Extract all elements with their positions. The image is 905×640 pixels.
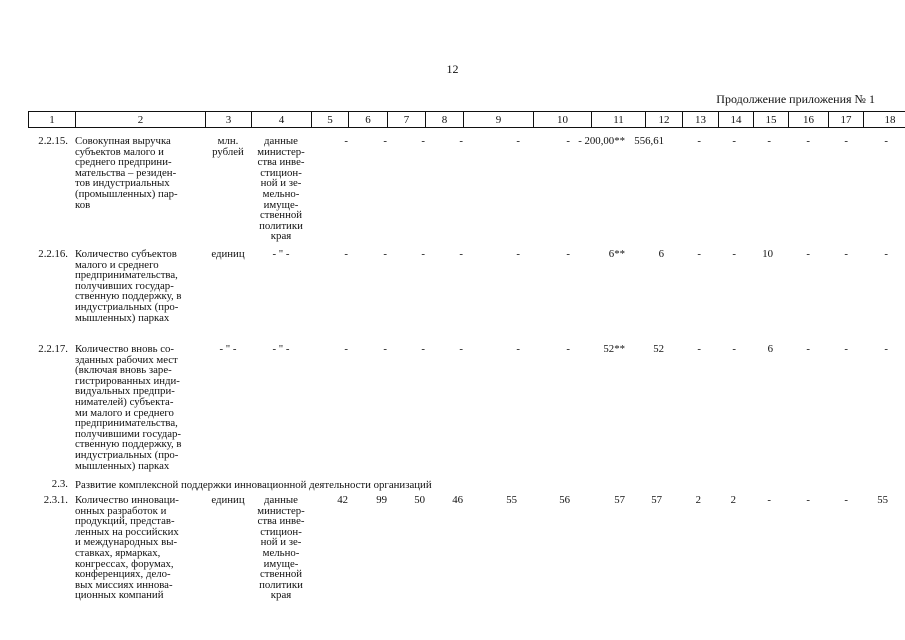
value-cell: - (383, 343, 387, 355)
value-cell: - (844, 248, 848, 260)
value-cell: - (884, 248, 888, 260)
value-cell: - (566, 343, 570, 355)
value-cell: 52 (653, 343, 664, 355)
section-code: 2.3. (51, 478, 68, 490)
value-cell: 10 (762, 248, 773, 260)
value-cell: - (421, 343, 425, 355)
value-cell: 52** (603, 343, 625, 355)
row-source: - " - (272, 343, 290, 355)
col-header: 18 (864, 112, 905, 128)
value-cell: - (459, 343, 463, 355)
value-cell: - (806, 494, 810, 506)
value-cell: - (844, 494, 848, 506)
value-cell: 57 (651, 494, 662, 506)
col-header: 13 (683, 112, 719, 128)
value-cell: - (697, 343, 701, 355)
value-cell: - (566, 248, 570, 260)
col-header: 9 (464, 112, 534, 128)
value-cell: - (421, 248, 425, 260)
col-header: 12 (646, 112, 683, 128)
col-header: 4 (252, 112, 312, 128)
column-number-header (28, 111, 905, 128)
row-code: 2.3.1. (43, 494, 68, 506)
value-cell: - (516, 135, 520, 147)
value-cell: - (344, 135, 348, 147)
value-cell: 57 (614, 494, 625, 506)
value-cell: - (516, 343, 520, 355)
row-code: 2.2.17. (38, 343, 68, 355)
row-description: Количество инноваци- онных разработок и продукций, представ- ленных на российских и международных вы- ставках, ярмарках, конгрессах, форумах, конференциях, дело- вых миссиях иннова- ционных компаний (75, 494, 179, 602)
row-unit: единиц (211, 494, 245, 506)
value-cell: - (732, 343, 736, 355)
value-cell: 6 (658, 248, 664, 260)
value-cell: 2 (730, 494, 736, 506)
col-header: 3 (206, 112, 252, 128)
value-cell: - (566, 135, 570, 147)
value-cell: - (459, 248, 463, 260)
row-description: Количество субъектов малого и среднего предпринимательства, получивших государ- ственную поддержку, в индустриальных (про- мышленных) парках (75, 248, 182, 324)
value-cell: - (844, 135, 848, 147)
col-header: 7 (388, 112, 426, 128)
col-header: 17 (829, 112, 864, 128)
row-description: Совокупная выручка субъектов малого и среднего предприни- мательства – резиден- тов индустриальных (промышленных) пар- ков (75, 135, 178, 211)
row-code: 2.2.16. (38, 248, 68, 260)
value-cell: - (844, 343, 848, 355)
value-cell: 6 (767, 343, 773, 355)
row-source: данные министер- ства инве- стицион- ной и зе- мельно- имуще- ственной политики края (257, 494, 305, 602)
value-cell: - (459, 135, 463, 147)
col-header: 10 (534, 112, 592, 128)
value-cell: - (344, 343, 348, 355)
value-cell: - (767, 135, 771, 147)
value-cell: 55 (877, 494, 888, 506)
col-header: 16 (789, 112, 829, 128)
section-title: Развитие комплексной поддержки инновационной деятельности организаций (75, 479, 432, 491)
row-source: данные министер- ства инве- стицион- ной и зе- мельно- имуще- ственной политики края (257, 135, 305, 243)
appendix-label: Продолжение приложения № 1 (716, 92, 875, 106)
value-cell: - (806, 135, 810, 147)
value-cell: - (344, 248, 348, 260)
col-header: 2 (76, 112, 206, 128)
value-cell: - (806, 343, 810, 355)
value-cell: - (383, 135, 387, 147)
value-cell: - (884, 135, 888, 147)
value-cell: - (697, 135, 701, 147)
value-cell: - (806, 248, 810, 260)
value-cell: - (383, 248, 387, 260)
value-cell: - (697, 248, 701, 260)
col-header: 6 (349, 112, 388, 128)
row-unit: единиц (211, 248, 245, 260)
col-header: 15 (754, 112, 789, 128)
value-cell: - 200,00** (578, 135, 625, 147)
col-header: 11 (592, 112, 646, 128)
col-header: 14 (719, 112, 754, 128)
col-header: 8 (426, 112, 464, 128)
value-cell: 6** (608, 248, 625, 260)
value-cell: 46 (452, 494, 463, 506)
value-cell: - (767, 494, 771, 506)
row-unit: млн. рублей (212, 135, 244, 158)
value-cell: 42 (337, 494, 348, 506)
row-source: - " - (272, 248, 290, 260)
page-number: 12 (446, 62, 459, 76)
value-cell: - (884, 343, 888, 355)
value-cell: - (421, 135, 425, 147)
row-code: 2.2.15. (38, 135, 68, 147)
value-cell: 50 (414, 494, 425, 506)
row-unit: - " - (219, 343, 237, 355)
value-cell: 556,61 (634, 135, 664, 147)
value-cell: 55 (506, 494, 517, 506)
value-cell: - (516, 248, 520, 260)
value-cell: 2 (695, 494, 701, 506)
row-description: Количество вновь со- зданных рабочих мест (включая вновь заре- гистрированных инди- видуальных предпри- нимателей) субъекта- ми малого и среднего предпринимательства, получившими государ- ственную поддержку, в индустриальных (про- мышленных) парках (75, 343, 182, 472)
value-cell: 56 (559, 494, 570, 506)
value-cell: 99 (376, 494, 387, 506)
col-header: 1 (29, 112, 76, 128)
value-cell: - (732, 248, 736, 260)
value-cell: - (732, 135, 736, 147)
col-header: 5 (312, 112, 349, 128)
